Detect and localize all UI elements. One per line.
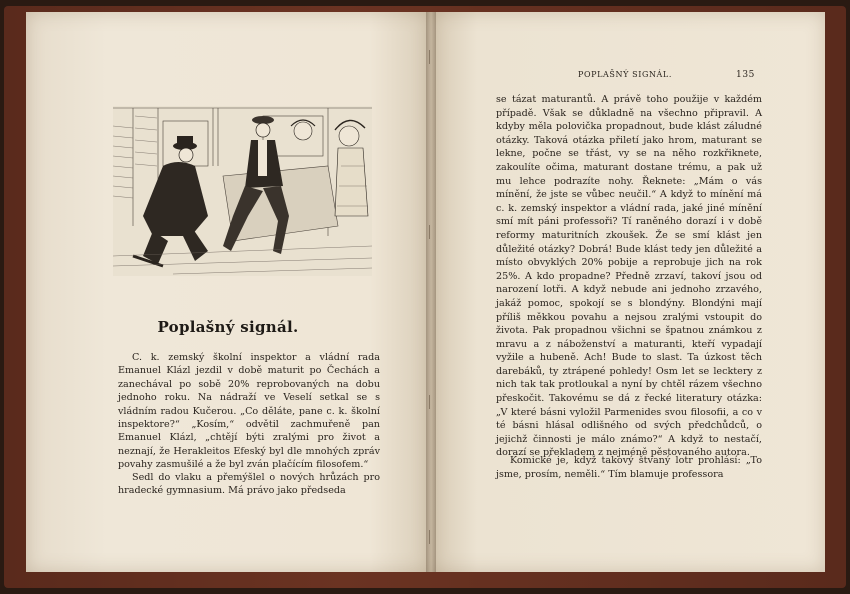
left-paragraph-2: Sedl do vlaku a přemýšlel o nových hrůzách pro hradecké gymnasium. Má právo jako předseda xyxy=(118,472,380,497)
binding-stitch xyxy=(429,395,434,409)
left-paragraph-1: C. k. zemský školní inspektor a vládní rada Emanuel Klázl jezdil v době maturit po Čechách a zanechával po sobě 20% reprobovaných na dobu jednoho roku. Na nádraží ve Veselí setkal se s vládním radou Kučerou. „Co děláte, pane c. k. školní inspektore?“ „Kosím,“ odvětil zachmuřeně pan Emanuel Klázl, „chtějí býti zralými pro život a neznají, že Herakleitos Efeský byl dle mnohých zpráv povahy zasmušilé a že byl zván plačícím filosofem.“ xyxy=(118,352,380,471)
binding-stitch xyxy=(429,50,434,64)
chapter-title: Poplašný signál. xyxy=(157,318,299,336)
binding-stitch xyxy=(429,225,434,239)
illustration-engraving-icon xyxy=(113,106,372,276)
right-paragraph-1: se tázat maturantů. A právě toho použije v každém případě. Však se důkladně na všechno připravil. A kdyby měla polovička propadnout, bude klást záludné otázky. Taková otázka přiletí jako hrom, maturant se lekne, počne se třást, vy se na něho rozkřiknete, zakoulíte očima, maturant dostane trému, a pak už mu lehce podrazíte nohy. Řeknete: „Mám o vás mínění, že jste se vůbec neučil.“ A když to mínění má c. k. zemský inspektor a vládní rada, jaké jiné mínění smí mít páni professoři? Tí raněného dorazí i v době reformy maturitních zkoušek. Že se smí klást jen důležité otázky? Dobrá! Bude klást tedy jen důležité a místo obvyklých 20% pobije a reprobuje jich na rok 25%. A kdo propadne? Předně zrzaví, takoví jsou od narození lotři. A když nebude ani jednoho zrzavého, jakáž pomoc, spokojí se s blondýny. Blondýni mají příliš měkkou povahu a nejsou zralými vstoupit do života. Pak propadnou všichni se špatnou známkou z mravu a z náboženství a maturanti, kteří vypadají vyžile a hubeně. Ach! Bude to slast. Ta úzkost těch darebáků, ty ztrápené pohledy! Osm let se lecktery z nich tak tak protloukal a nyní by chtěl rázem všechno přeskočit. Takovému se dá z řecké literatury otázka: „V které básni vyložil Parmenides svou filosofii, a co v té básni hlásal odlišného od svých předchůdců, o jejichž činnosti je málo známo?“ A když to nestačí, dorazí se překladem z nejméně pěstovaného autora. xyxy=(496,94,762,459)
right-paragraph-2: Komické je, když takový štvaný lotr prohlásí: „To jsme, prosím, neměli.“ Tím blamuje professora xyxy=(496,455,762,480)
binding-stitch xyxy=(429,530,434,544)
page-number: 135 xyxy=(736,70,755,80)
book-gutter xyxy=(426,12,436,572)
running-head: POPLAŠNÝ SIGNÁL. xyxy=(578,70,672,79)
